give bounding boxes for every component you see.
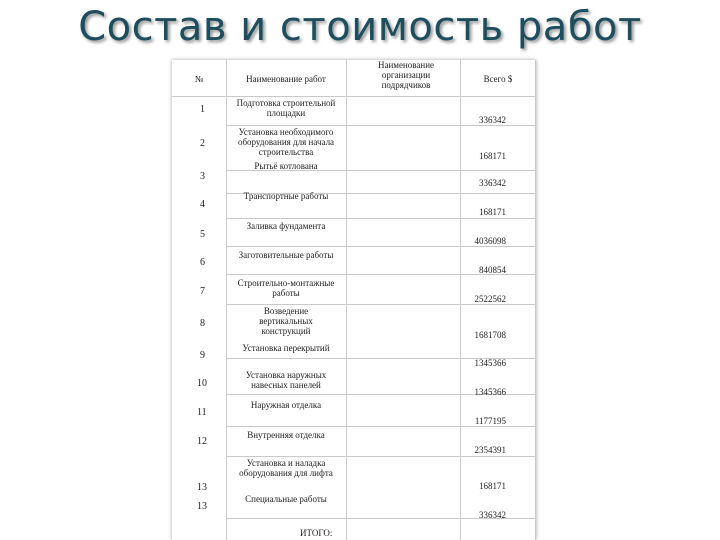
amount: 1345366 [474,358,506,368]
amount: 336342 [479,115,506,125]
row-number: 3 [200,171,205,182]
amount: 168171 [479,207,506,217]
amount: 336342 [479,178,506,188]
row-divider [226,246,536,247]
work-name: Установка и наладка оборудования для лифта [239,458,333,478]
amount: 1345366 [474,387,506,397]
column-divider [535,60,536,540]
amount: 336342 [479,510,506,520]
work-name: Заливка фундамента [246,221,326,231]
work-name: Установка наружных навесных панелей [245,370,327,390]
row-number: 6 [200,257,205,268]
row-number: 5 [200,229,205,240]
row-number: 12 [197,436,207,447]
row-divider [226,426,536,427]
slide-title: Состав и стоимость работ [78,4,642,50]
work-name: Заготовительные работы [238,250,334,260]
work-name: Подготовка строительной площадки [236,98,336,118]
amount: 2522562 [474,294,506,304]
header-org: Наименование организации подрядчиков [377,60,435,90]
row-number: 11 [197,407,207,418]
work-name: Внутренняя отделка [247,430,325,440]
work-name: Транспортные работы [243,191,329,201]
row-number: 1 [200,104,205,115]
column-divider [346,60,347,540]
header-total: Всего $ [483,74,513,84]
row-number: 13 [197,501,207,512]
row-divider [226,456,536,457]
work-name: Наружная отделка [250,400,322,410]
row-divider [226,304,536,305]
work-name: Возведение вертикальных конструкций [259,306,313,336]
work-name: Строительно-монтажные работы [237,278,335,298]
amount: 1177195 [474,416,506,426]
work-name: Установка необходимого оборудования для начала строительства [237,127,335,157]
amount: 840854 [479,265,506,275]
header-divider [172,96,536,97]
amount: 168171 [479,481,506,491]
row-number: 8 [200,318,205,329]
amount: 168171 [479,151,506,161]
row-number: 7 [200,286,205,297]
row-number: 4 [200,199,205,210]
work-name: Специальные работы [245,494,327,504]
work-name: Установка перекрытий [242,343,330,353]
amount: 1681708 [474,330,506,340]
header-work: Наименование работ [246,74,326,84]
row-number: 2 [200,138,205,149]
amount: 4036098 [474,236,506,246]
row-number: 10 [197,378,207,389]
work-name: Рытьё котлована [254,161,318,171]
total-label: ИТОГО: [300,528,333,538]
row-number: 9 [200,350,205,361]
row-divider [226,218,536,219]
row-number: 13 [197,482,207,493]
header-num: № [194,74,204,84]
cost-table [172,60,536,540]
row-divider [226,125,536,126]
amount: 2354391 [474,445,506,455]
